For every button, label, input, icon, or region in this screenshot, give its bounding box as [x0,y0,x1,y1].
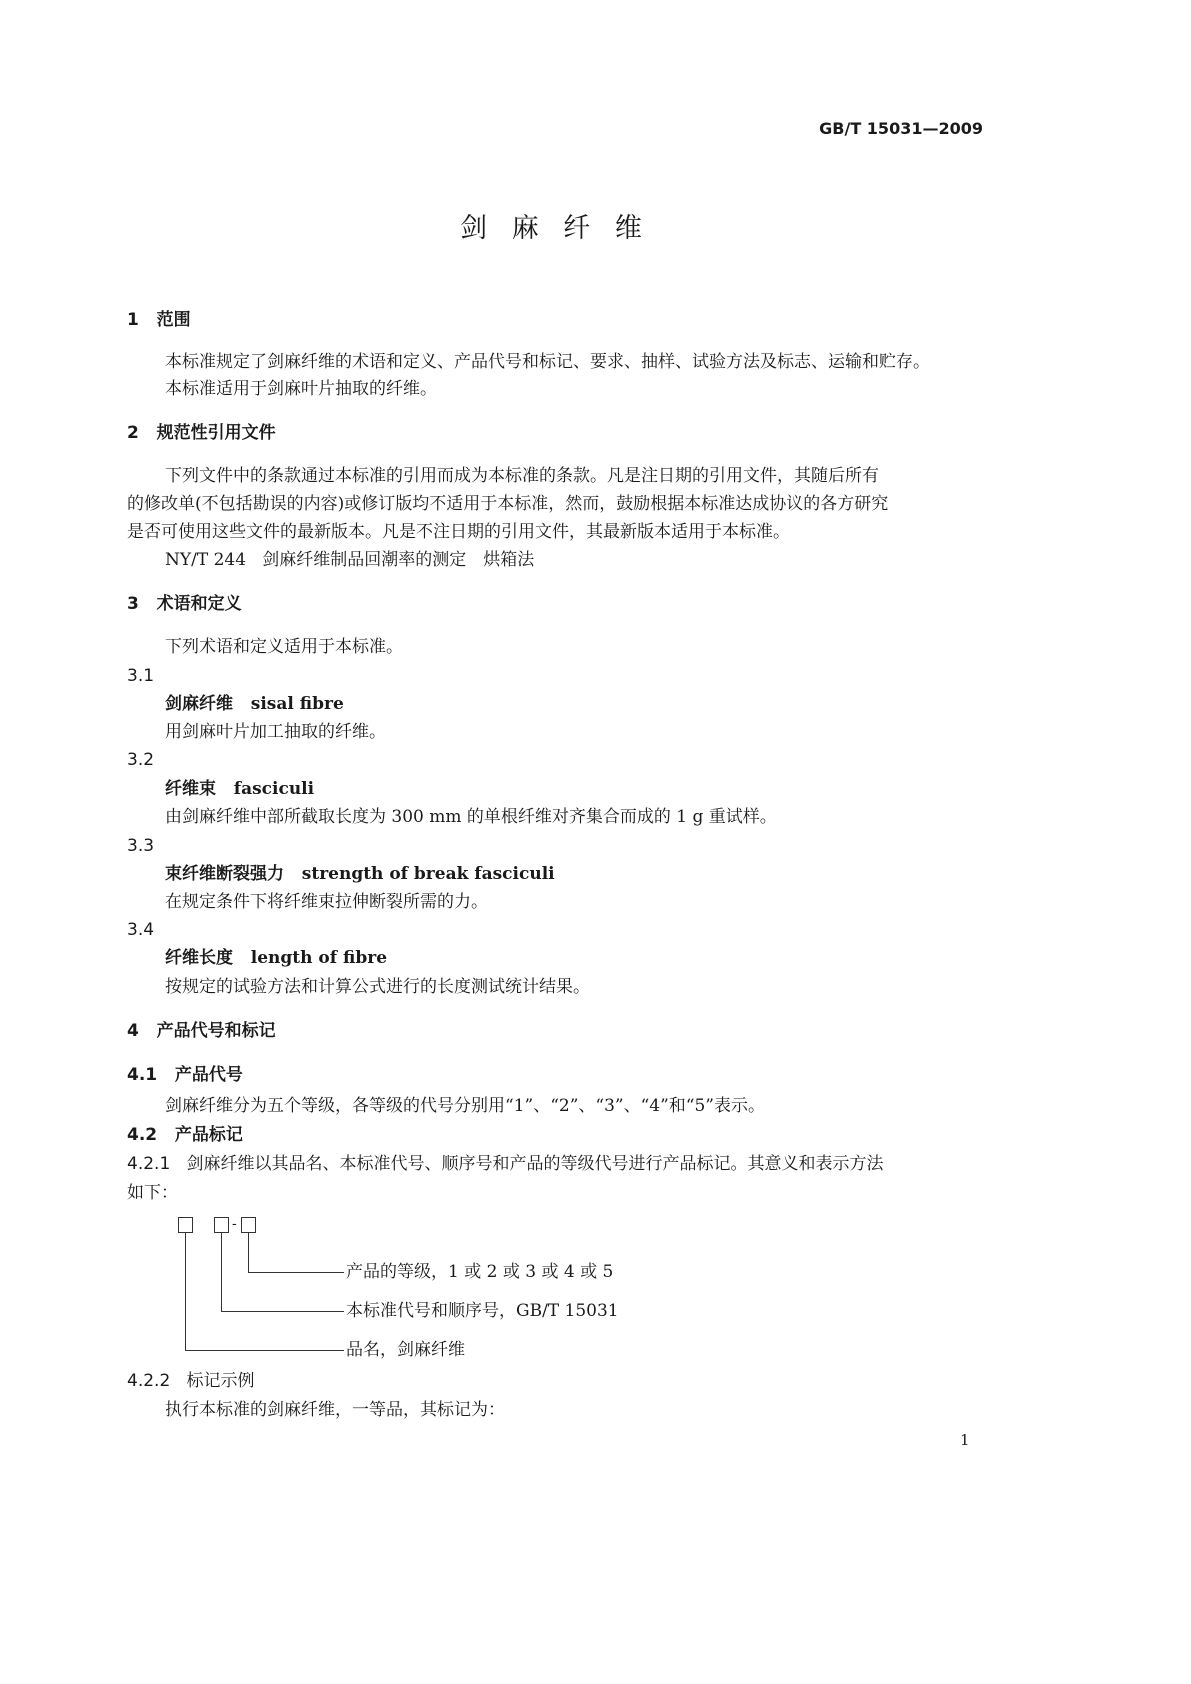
paragraph: 本标准适用于剑麻叶片抽取的纤维。 [165,379,437,399]
page-number: 1 [960,1431,970,1449]
term-en: strength of break fasciculi [301,864,555,884]
paragraph: 下列文件中的条款通过本标准的引用而成为本标准的条款。凡是注日期的引用文件，其随后所有 [165,466,879,486]
paragraph: 是否可使用这些文件的最新版本。凡是不注日期的引用文件，其最新版本适用于本标准。 [127,522,790,542]
page-title: 剑 麻 纤 维 [460,213,650,244]
dash: - [232,1216,237,1232]
section-number: 4.1 [127,1065,158,1085]
term-en: length of fibre [250,948,388,968]
section-title: 术语和定义 [156,594,242,614]
grade-label: 产品的等级，1 或 2 或 3 或 4 或 5 [346,1262,614,1282]
paragraph: 的修改单(不包括勘误的内容)或修订版均不适用于本标准，然而，鼓励根据本标准达成协议的各方研究 [127,494,889,514]
name-label: 品名，剑麻纤维 [346,1340,465,1360]
section-title: 产品代号 [174,1065,243,1085]
placeholder-box-code [214,1217,229,1233]
paragraph: 执行本标准的剑麻纤维，一等品，其标记为： [165,1400,505,1420]
section-number: 4.2.2 [127,1371,171,1391]
term-definition: 按规定的试验方法和计算公式进行的长度测试统计结果。 [165,977,590,997]
term-cn: 纤维长度 [165,948,233,968]
paragraph: 下列术语和定义适用于本标准。 [165,637,403,657]
section-number: 4 [127,1021,139,1041]
term-definition: 在规定条件下将纤维束拉伸断裂所需的力。 [165,892,488,912]
section-title: 产品代号和标记 [156,1021,276,1041]
leader-line [185,1350,344,1351]
paragraph: 本标准规定了剑麻纤维的术语和定义、产品代号和标记、要求、抽样、试验方法及标志、运输和贮存。 [165,352,930,372]
paragraph: 剑麻纤维以其品名、本标准代号、顺序号和产品的等级代号进行产品标记。其意义和表示方法 [186,1154,884,1174]
leader-line [248,1233,249,1272]
term-number: 3.2 [127,750,155,770]
section-title: 范围 [156,310,191,330]
term-cn: 纤维束 [165,779,216,799]
standard-number: GB/T 15031—2009 [819,119,983,138]
section-number: 2 [127,423,139,443]
term-cn: 剑麻纤维 [165,694,233,714]
term-number: 3.1 [127,666,155,686]
term-cn: 束纤维断裂强力 [165,864,284,884]
section-number: 3 [127,594,139,614]
term-definition: 由剑麻纤维中部所截取长度为 300 mm 的单根纤维对齐集合而成的 1 g 重试样。 [165,807,777,827]
term-en: fasciculi [233,779,315,799]
term-number: 3.3 [127,836,155,856]
reference-code: NY/T 244 [165,550,247,570]
section-title: 标记示例 [186,1371,255,1391]
leader-line [185,1233,186,1350]
section-title: 规范性引用文件 [156,423,276,443]
term-number: 3.4 [127,920,155,940]
section-number: 4.2 [127,1125,158,1145]
placeholder-box-grade [241,1217,256,1233]
term-en: sisal fibre [250,694,344,714]
reference-title: 剑麻纤维制品回潮率的测定 烘箱法 [262,550,535,570]
code-label: 本标准代号和顺序号，GB/T 15031 [346,1301,619,1321]
term-definition: 用剑麻叶片加工抽取的纤维。 [165,722,386,742]
paragraph: 如下： [127,1183,178,1203]
section-number: 1 [127,310,139,330]
leader-line [248,1272,344,1273]
section-title: 产品标记 [174,1125,243,1145]
leader-line [221,1311,344,1312]
leader-line [221,1233,222,1311]
section-number: 4.2.1 [127,1154,171,1174]
placeholder-box-name [178,1217,193,1233]
paragraph: 剑麻纤维分为五个等级，各等级的代号分别用“1”、“2”、“3”、“4”和“5”表示。 [165,1096,765,1116]
